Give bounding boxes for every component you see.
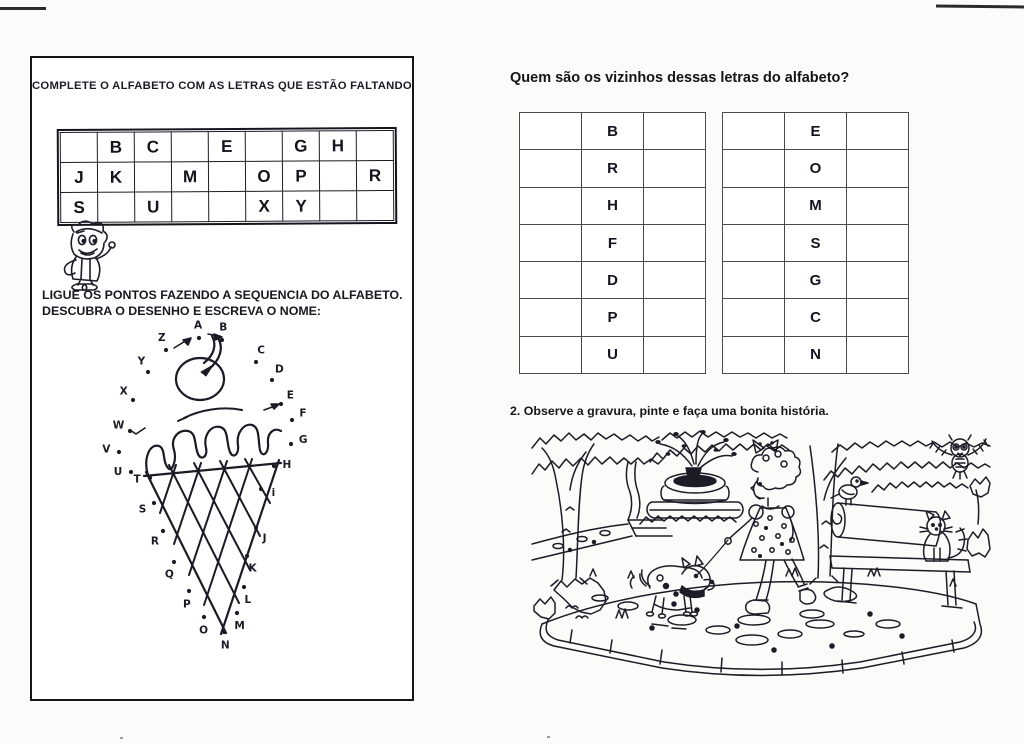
neighbor-blank-cell [644, 262, 706, 299]
alphabet-cell-letter: U [135, 192, 172, 222]
alphabet-cell-empty [171, 132, 208, 162]
dot-label-S: S [138, 503, 147, 516]
dot-to-dot-figure [88, 319, 316, 658]
dot-label-G: G [298, 434, 308, 447]
alphabet-cell-letter: H [319, 131, 356, 161]
alphabet-cell-letter: K [97, 162, 134, 192]
scan-speck [120, 737, 123, 739]
fountain [628, 431, 743, 536]
dot-label-i: i [271, 487, 276, 500]
dog [630, 556, 714, 629]
dot-R [161, 529, 165, 533]
dot-U [129, 470, 133, 474]
neighbor-blank-cell [520, 336, 582, 373]
dot-label-D: D [274, 363, 284, 376]
dot-label-A: A [194, 319, 203, 332]
dot-A [197, 336, 201, 340]
neighbor-letter-cell: B [582, 113, 644, 150]
dot-label-K: K [248, 562, 257, 575]
dot-label-L: L [244, 593, 252, 606]
neighbor-letter-cell: G [785, 262, 847, 299]
neighbor-blank-cell [644, 336, 706, 373]
dot-L [242, 585, 246, 589]
left-page-title: COMPLETE O ALFABETO COM AS LETRAS QUE ESTÃO FALTANDO [32, 80, 412, 92]
dot-Z [164, 348, 168, 352]
dot-X [131, 398, 135, 402]
cherry-outline [176, 358, 224, 400]
alphabet-grid-table [60, 130, 395, 223]
dot-label-E: E [286, 389, 294, 402]
alphabet-cell-empty [98, 192, 135, 222]
alphabet-cell-letter: Y [283, 191, 320, 221]
dot-label-Q: Q [164, 568, 174, 581]
neighbor-letter-cell: P [582, 299, 644, 336]
dot-V [117, 450, 121, 454]
neighbor-letter-cell: U [582, 336, 644, 373]
alphabet-cell-letter: M [171, 162, 208, 192]
dot-J [254, 526, 258, 530]
alphabet-cell-empty [60, 132, 97, 162]
dot-label-H: H [282, 458, 292, 471]
dot-O [202, 615, 206, 619]
neighbor-blank-cell [520, 262, 582, 299]
instructions [42, 287, 408, 319]
dot-label-V: V [102, 443, 111, 456]
dot-label-U: U [113, 466, 123, 479]
neighbor-blank-cell [723, 150, 785, 187]
owl-flying [930, 435, 988, 479]
dot-label-M: M [234, 620, 245, 633]
bird [831, 477, 868, 505]
dot-label-O: O [199, 624, 209, 637]
dot-B [220, 338, 224, 342]
dot-E [279, 402, 283, 406]
dot-Q [172, 560, 176, 564]
dot-H [272, 464, 276, 468]
neighbor-letter-cell: N [785, 336, 847, 373]
dot-T [148, 476, 152, 480]
alphabet-cell-letter: G [282, 131, 319, 161]
alphabet-cell-letter: P [282, 161, 319, 191]
dot-label-W: W [112, 419, 125, 432]
neighbor-letter-cell: O [785, 150, 847, 187]
alphabet-cell-letter: O [245, 161, 282, 191]
neighbor-blank-cell [520, 299, 582, 336]
instructions-line-2: DESCUBRA O DESENHO E ESCREVA O NOME: [42, 304, 322, 318]
dot-label-N: N [220, 639, 230, 652]
alphabet-cell-empty [134, 162, 171, 192]
alphabet-cell-letter: R [356, 160, 393, 190]
dot-F [290, 418, 294, 422]
neighbor-blank-cell [520, 113, 582, 150]
girl-walking-dog [698, 440, 816, 614]
alphabet-cell-empty [319, 161, 356, 191]
neighbor-letter-cell: F [582, 224, 644, 261]
neighbor-blank-cell [847, 224, 909, 261]
hair-bow [753, 440, 764, 453]
alphabet-cell-empty [356, 130, 393, 160]
alphabet-cell-letter: B [97, 132, 134, 162]
dot-W [128, 429, 132, 433]
alphabet-cell-empty [209, 191, 246, 221]
ice-cream-scallops [146, 425, 281, 475]
neighbor-letter-cell: M [785, 187, 847, 224]
alphabet-cell-empty [320, 191, 357, 221]
neighbor-blank-cell [847, 150, 909, 187]
alphabet-cell-letter: C [134, 132, 171, 162]
dot-label-P: P [183, 598, 191, 611]
dot-label-R: R [150, 535, 159, 548]
neighbor-letter-cell: S [785, 224, 847, 261]
dot-label-B: B [219, 321, 228, 334]
dot-label-X: X [119, 385, 128, 398]
neighbor-blank-cell [847, 113, 909, 150]
neighbor-table-1 [519, 112, 706, 374]
alphabet-cell-empty [245, 131, 282, 161]
scan-artifact-line [0, 7, 46, 10]
neighbor-blank-cell [723, 187, 785, 224]
dot-G [289, 442, 293, 446]
neighbor-blank-cell [723, 224, 785, 261]
dot-label-C: C [257, 344, 265, 357]
neighbor-blank-cell [723, 336, 785, 373]
dog-leash [698, 540, 728, 574]
alphabet-cell-empty [357, 190, 394, 220]
neighbor-letter-cell: H [582, 187, 644, 224]
tree-middle [810, 444, 846, 584]
dot-S [152, 501, 156, 505]
right-page-title: Quem são os vizinhos dessas letras do alfabeto? [510, 70, 850, 86]
alphabet-cell-letter: J [60, 162, 97, 192]
neighbor-blank-cell [847, 299, 909, 336]
scan-speck [547, 736, 550, 738]
dot-Y [146, 370, 150, 374]
neighbor-blank-cell [644, 150, 706, 187]
dot-label-T: T [133, 473, 141, 486]
dot-N [222, 630, 226, 634]
neighbor-table-2 [722, 112, 909, 374]
scan-artifact-line [936, 5, 1024, 9]
neighbor-blank-cell [847, 187, 909, 224]
dot-label-Y: Y [137, 355, 146, 368]
neighbor-blank-cell [723, 113, 785, 150]
dot-label-J: J [262, 532, 267, 545]
cat-on-bench [920, 511, 967, 561]
neighbor-blank-cell [644, 113, 706, 150]
neighbor-letter-cell: D [582, 262, 644, 299]
pencil-character-icon [52, 221, 126, 291]
alphabet-cell-letter: E [208, 131, 245, 161]
neighbor-blank-cell [644, 187, 706, 224]
dot-M [235, 611, 239, 615]
alphabet-cell-letter: S [61, 192, 98, 222]
dot-P [187, 589, 191, 593]
neighbor-letter-cell: R [582, 150, 644, 187]
neighbor-blank-cell [847, 262, 909, 299]
dot-D [270, 378, 274, 382]
walkway [532, 524, 632, 560]
section2-label: 2. Observe a gravura, pinte e faça uma bonita história. [510, 404, 829, 418]
alphabet-cell-letter: X [246, 191, 283, 221]
neighbor-blank-cell [847, 336, 909, 373]
alphabet-cell-empty [172, 192, 209, 222]
neighbor-letter-cell: E [785, 113, 847, 150]
instructions-line-1: LIGUE OS PONTOS FAZENDO A SEQUENCIA DO ALFABETO. [42, 288, 403, 302]
dot-i [259, 487, 263, 491]
dot-label-F: F [299, 407, 307, 420]
neighbor-blank-cell [723, 299, 785, 336]
alphabet-cell-empty [208, 161, 245, 191]
neighbor-blank-cell [723, 262, 785, 299]
neighbor-blank-cell [520, 187, 582, 224]
dot-C [254, 360, 258, 364]
neighbor-blank-cell [644, 224, 706, 261]
dot-label-Z: Z [157, 332, 166, 345]
neighbor-letter-cell: C [785, 299, 847, 336]
neighbor-blank-cell [520, 224, 582, 261]
stepping-stones [592, 595, 904, 652]
park-scene-picture [532, 428, 990, 680]
dot-K [245, 554, 249, 558]
neighbor-blank-cell [644, 299, 706, 336]
alphabet-grid [57, 127, 398, 226]
neighbor-blank-cell [520, 150, 582, 187]
